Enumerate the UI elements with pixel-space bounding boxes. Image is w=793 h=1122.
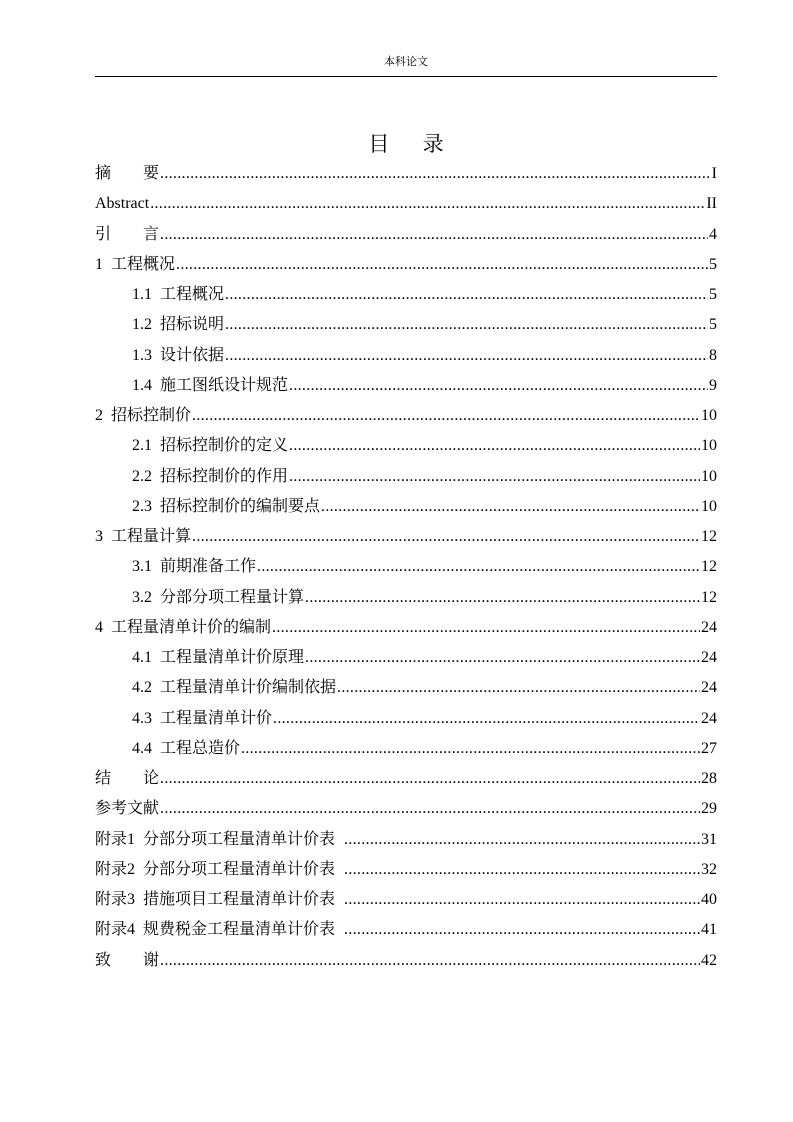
toc-entry[interactable] (95, 709, 717, 739)
toc-dot-leader (257, 557, 700, 577)
toc-entry[interactable] (95, 225, 717, 255)
toc-entry-label: 参考文献 (95, 800, 160, 818)
table-of-contents (95, 164, 717, 981)
toc-dot-leader (289, 376, 708, 396)
toc-entry[interactable] (95, 164, 717, 194)
toc-dot-leader (225, 285, 708, 305)
toc-entry-label: 2.1 招标控制价的定义 (132, 437, 289, 455)
toc-entry-page: 4 (709, 225, 717, 243)
toc-entry-page: 12 (701, 558, 717, 576)
toc-dot-leader (241, 739, 700, 759)
toc-entry-label: 附录1 分部分项工程量清单计价表 (95, 830, 344, 848)
toc-entry-label: 致 谢 (95, 951, 160, 969)
toc-entry[interactable] (95, 467, 717, 497)
toc-entry-page: 27 (701, 739, 717, 757)
toc-entry-label: 4.3 工程量清单计价 (132, 709, 273, 727)
running-header: 本科论文 (384, 56, 428, 68)
toc-dot-leader (225, 315, 708, 335)
toc-entry[interactable] (95, 557, 717, 587)
toc-dot-leader (344, 920, 700, 940)
toc-dot-leader (289, 467, 700, 487)
toc-entry-page: II (706, 195, 717, 213)
toc-entry[interactable] (95, 406, 717, 436)
toc-title-right: 录 (422, 132, 444, 156)
toc-dot-leader (305, 588, 700, 608)
toc-dot-leader (344, 830, 700, 850)
toc-entry[interactable] (95, 860, 717, 890)
toc-entry-label: 3.2 分部分项工程量计算 (132, 588, 305, 606)
toc-dot-leader (225, 346, 708, 366)
toc-entry-label: 附录4 规费税金工程量清单计价表 (95, 921, 344, 939)
toc-entry-label: 附录2 分部分项工程量清单计价表 (95, 860, 344, 878)
toc-entry-page: 24 (701, 618, 717, 636)
toc-dot-leader (150, 194, 705, 214)
toc-dot-leader (273, 709, 700, 729)
toc-entry-page: 10 (701, 437, 717, 455)
toc-entry-label: 附录3 措施项目工程量清单计价表 (95, 891, 344, 908)
toc-entry-label: 4.1 工程量清单计价原理 (132, 649, 305, 666)
toc-entry-label: 4 工程量清单计价的编制 (95, 618, 272, 636)
toc-entry-page: 24 (701, 649, 717, 666)
toc-entry-page: 10 (701, 497, 717, 515)
toc-title (95, 131, 717, 157)
toc-dot-leader (344, 890, 700, 910)
toc-entry-page: 5 (709, 286, 717, 303)
toc-entry-page: 40 (701, 891, 717, 908)
toc-entry[interactable] (95, 315, 717, 345)
toc-entry-label: 摘 要 (95, 165, 160, 182)
toc-entry-label: 3 工程量计算 (95, 528, 192, 545)
toc-entry[interactable] (95, 769, 717, 799)
toc-entry[interactable] (95, 497, 717, 527)
toc-dot-leader (337, 678, 700, 698)
toc-entry-page: 32 (701, 860, 717, 878)
toc-entry[interactable] (95, 588, 717, 618)
toc-entry[interactable] (95, 678, 717, 708)
toc-entry-page: 24 (701, 679, 717, 697)
toc-entry-label: 1 工程概况 (95, 255, 176, 273)
toc-entry[interactable] (95, 799, 717, 829)
toc-entry-label: 1.2 招标说明 (132, 316, 225, 334)
toc-entry[interactable] (95, 648, 717, 678)
toc-dot-leader (192, 527, 700, 547)
toc-entry-page: 31 (701, 830, 717, 848)
toc-entry-label: 2 招标控制价 (95, 407, 192, 424)
toc-entry-page: 29 (701, 800, 717, 818)
toc-entry[interactable] (95, 255, 717, 285)
toc-dot-leader (160, 799, 700, 819)
toc-entry[interactable] (95, 830, 717, 860)
toc-entry-page: 9 (709, 376, 717, 394)
toc-entry-label: 1.3 设计依据 (132, 346, 225, 364)
toc-entry-page: 12 (701, 588, 717, 606)
toc-dot-leader (289, 436, 700, 456)
toc-entry-label: 1.4 施工图纸设计规范 (132, 376, 289, 394)
toc-dot-leader (272, 618, 700, 638)
toc-title-left: 目 (368, 132, 390, 156)
toc-entry-label: 4.2 工程量清单计价编制依据 (132, 679, 337, 697)
toc-dot-leader (176, 255, 708, 275)
toc-entry-label: 4.4 工程总造价 (132, 739, 241, 757)
toc-dot-leader (160, 951, 700, 971)
toc-dot-leader (192, 406, 700, 426)
toc-entry[interactable] (95, 739, 717, 769)
toc-dot-leader (160, 769, 700, 789)
toc-dot-leader (160, 225, 708, 245)
toc-dot-leader (160, 164, 711, 184)
toc-entry-label: Abstract (95, 195, 150, 213)
header-rule (95, 76, 717, 77)
toc-entry-page: 5 (709, 255, 717, 273)
toc-entry[interactable] (95, 618, 717, 648)
toc-entry[interactable] (95, 346, 717, 376)
toc-entry[interactable] (95, 920, 717, 950)
toc-entry-label: 1.1 工程概况 (132, 286, 225, 303)
toc-entry-page: 10 (701, 407, 717, 424)
toc-entry[interactable] (95, 436, 717, 466)
toc-entry-page: I (711, 165, 717, 182)
toc-entry-page: 10 (701, 467, 717, 485)
toc-entry-page: 8 (709, 346, 717, 364)
toc-entry-label: 结 论 (95, 770, 160, 787)
toc-entry[interactable] (95, 527, 717, 557)
toc-entry-page: 28 (701, 770, 717, 787)
toc-entry[interactable] (95, 285, 717, 315)
toc-entry-page: 42 (701, 951, 717, 969)
toc-entry-label: 2.2 招标控制价的作用 (132, 467, 289, 485)
toc-entry-label: 2.3 招标控制价的编制要点 (132, 497, 321, 515)
toc-entry-page: 24 (701, 709, 717, 727)
toc-dot-leader (321, 497, 700, 517)
toc-entry-label: 3.1 前期准备工作 (132, 558, 257, 576)
toc-entry[interactable] (95, 951, 717, 981)
toc-entry[interactable] (95, 194, 717, 224)
toc-entry[interactable] (95, 376, 717, 406)
toc-dot-leader (305, 648, 700, 668)
toc-entry-page: 12 (701, 528, 717, 545)
toc-entry-label: 引 言 (95, 225, 160, 243)
toc-dot-leader (344, 860, 700, 880)
toc-entry-page: 41 (701, 921, 717, 939)
toc-entry-page: 5 (709, 316, 717, 334)
toc-entry[interactable] (95, 890, 717, 920)
